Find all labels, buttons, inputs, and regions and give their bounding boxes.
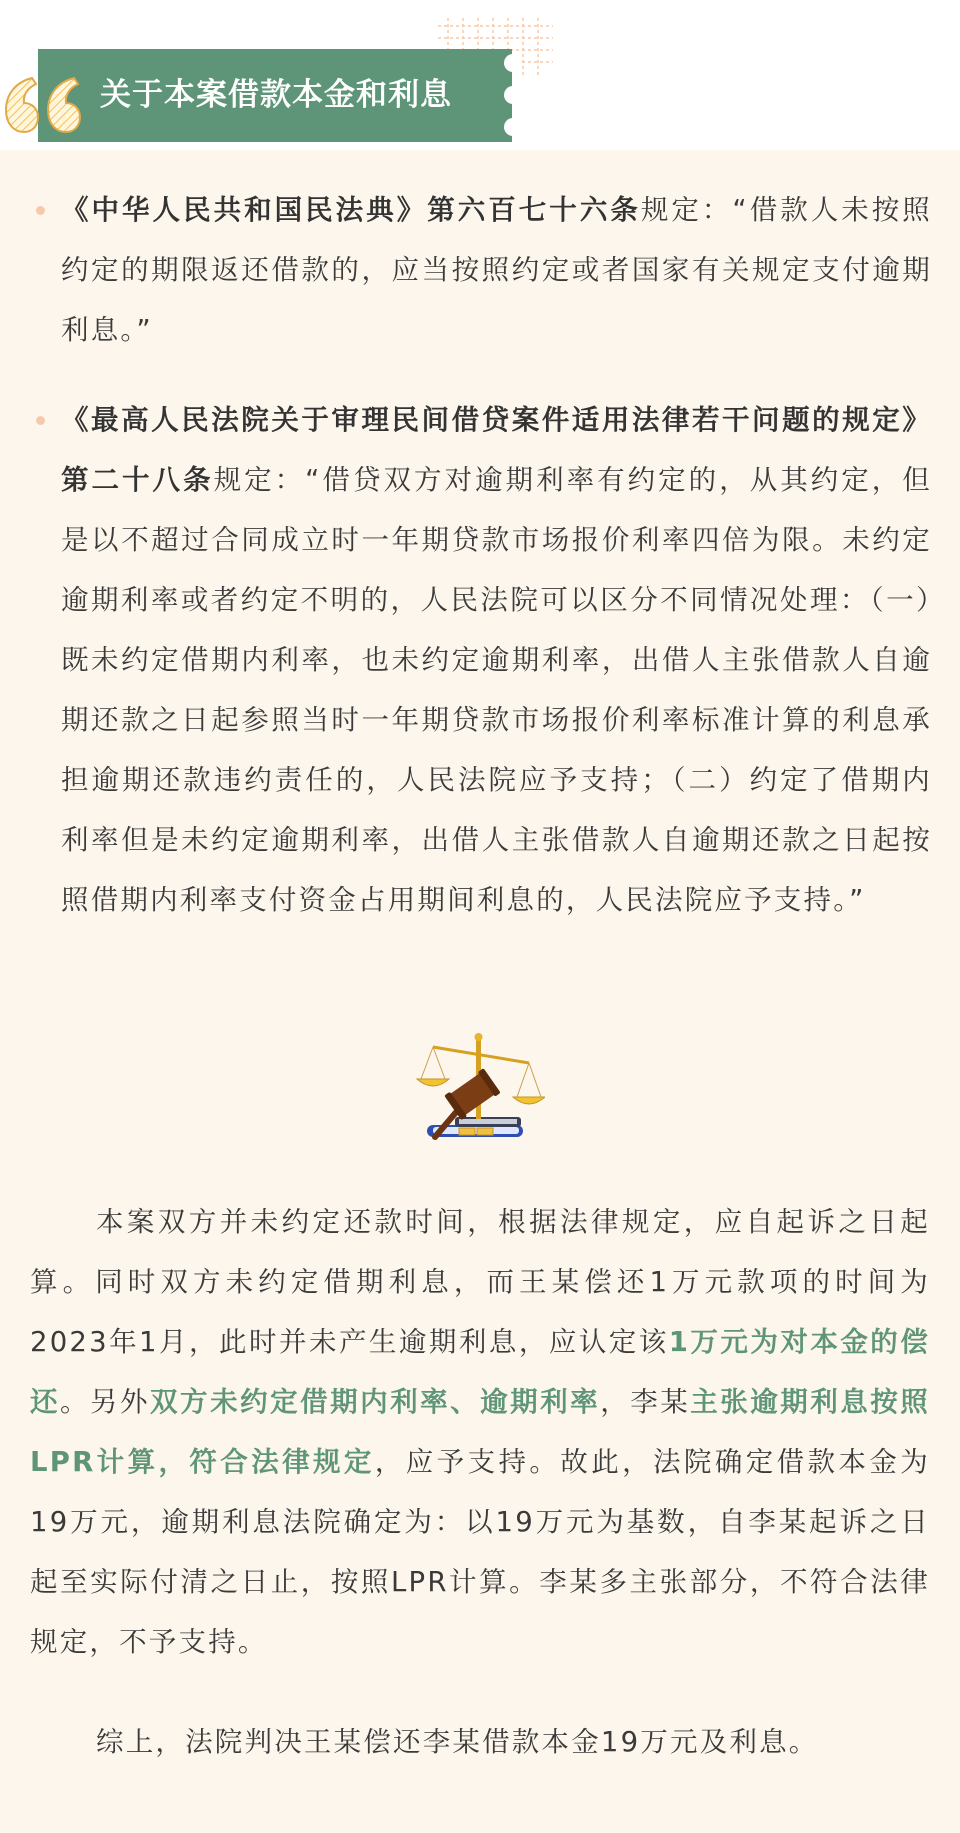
- law-content: 规定：“借贷双方对逾期利率有约定的，从其约定，但是以不超过合同成立时一年期贷款市场报价利率四倍为限。未约定逾期利率或者约定不明的，人民法院可以区分不同情况处理：（一）既未约定借期内利率，也未约定逾期利率，出借人主张借款人自逾期还款之日起参照当时一年期贷款市场报价利率标准计算的利息承担逾期还款违约责任的，人民法院应予支持；（二）约定了借期内利率但是未约定逾期利率，出借人主张借款人自逾期还款之日起按照借期内利率支付资金占用期间利息的，人民法院应予支持。”: [61, 464, 933, 916]
- analysis-text-2: 。另外: [60, 1386, 151, 1418]
- law-content: 规定：“借款人未按照约定的期限返还借款的，应当按照约定或者国家有关规定支付逾期利息。”: [61, 194, 932, 346]
- law-name: 《中华人民共和国民法典》第六百七十六条: [61, 194, 641, 226]
- highlight-2: 双方未约定借期内利率、逾期利率: [150, 1386, 601, 1418]
- analysis-text-3: ，李某: [600, 1386, 691, 1418]
- quote-mark-icon: [2, 74, 82, 136]
- scales-gavel-icon: [415, 1033, 545, 1145]
- conclusion-paragraph: 综上，法院判决王某偿还李某借款本金19万元及利息。: [96, 1726, 819, 1758]
- analysis-text-4: ，应予支持。故此，法院确定借款本金为19万元，逾期利息法院确定为：以19万元为基数，自李某起诉之日起至实际付清之日止，按照LPR计算。李某多主张部分，不符合法律规定，不予支持。: [30, 1446, 930, 1658]
- banner-notch-edge: [496, 49, 526, 142]
- analysis-text-1: 本案双方并未约定还款时间，根据法律规定，应自起诉之日起算。同时双方未约定借期利息，而王某偿还1万元款项的时间为2023年1月，此时并未产生逾期利息，应认定该: [30, 1206, 930, 1358]
- page-title: 关于本案借款本金和利息: [100, 77, 452, 113]
- law-name: 《最高人民法院关于审理民间借贷案件适用法律若干问题的规定》第二十八条: [61, 404, 932, 496]
- header-area: [0, 0, 960, 150]
- citation-text: [61, 180, 932, 360]
- highlight-3: 主张逾期利息按照LPR计算，符合法律规定: [30, 1386, 930, 1478]
- bullet-dot: [36, 206, 45, 215]
- citation-text: [61, 390, 932, 930]
- analysis-paragraph: [30, 1192, 930, 1672]
- bullet-dot: [36, 416, 45, 425]
- highlight-1: 1万元为对本金的偿还: [30, 1326, 930, 1418]
